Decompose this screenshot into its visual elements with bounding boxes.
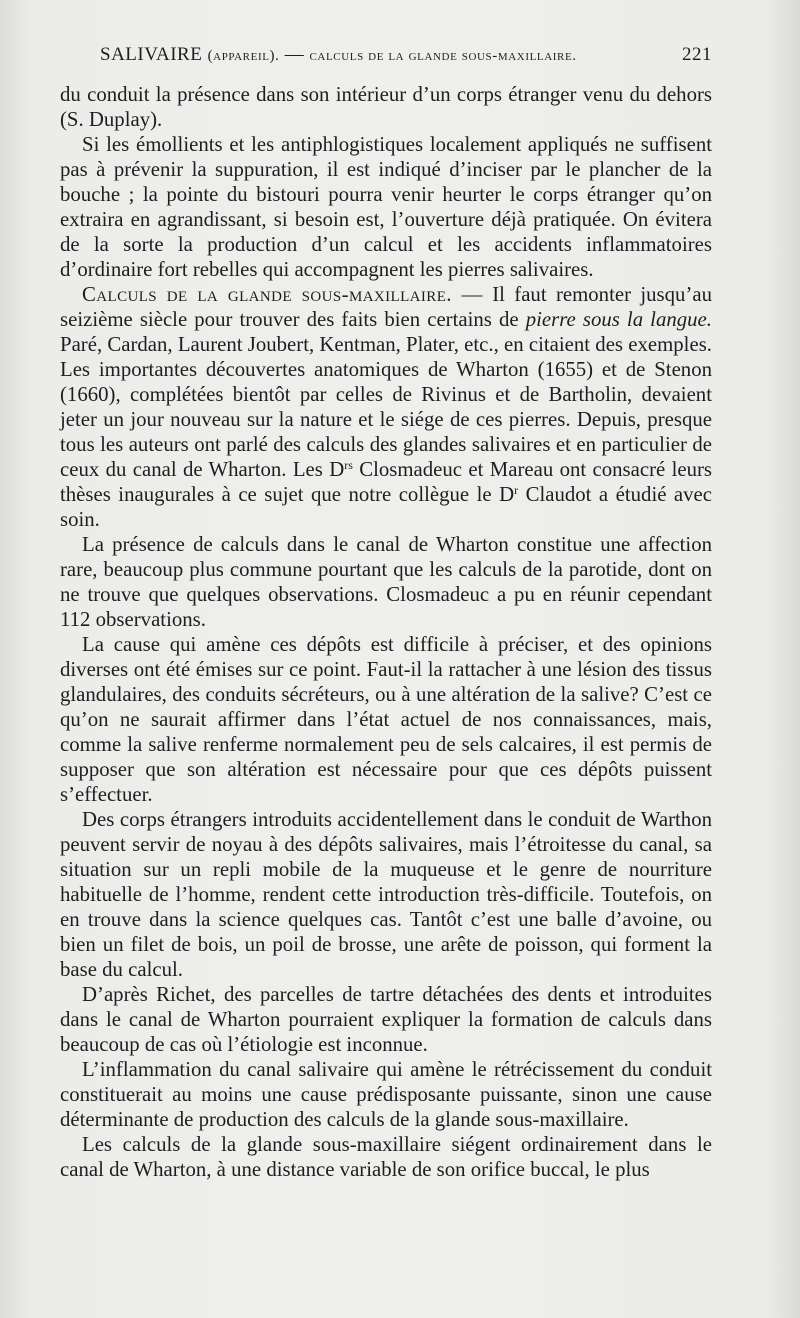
paragraph-3-part-b: Paré, Cardan, Laurent Joubert, Kentman, Plater, etc., en citaient des exemples. Les importantes découvertes anatomiques de Wharton (1655) et de Stenon (1660), complétées bientôt par celles de Rivinus et de Bartholin, devaient jeter un jour nouveau sur la nature et le siége de ces pierres. Depuis, presque tous les auteurs ont parlé des calculs des glandes salivaires et en particulier de ceux du canal de Wharton. Les D bbox=[60, 333, 712, 481]
paragraph-6: Des corps étrangers introduits accidentellement dans le conduit de Warthon peuvent servir de noyau à des dépôts salivaires, mais l’étroitesse du canal, sa situation sur un repli mobile de la muqueuse et le genre de nourriture habituelle de l’homme, rendent cette introduction très-difficile. Toutefois, on en trouve dans la science quelques cas. Tantôt c’est une balle d’avoine, ou bien un filet de bois, un poil de brosse, une arête de poisson, qui forment la base du calcul. bbox=[60, 808, 712, 981]
header-left-title: SALIVAIRE bbox=[100, 44, 203, 65]
paragraph-8: L’inflammation du canal salivaire qui amène le rétrécissement du conduit constituerait au moins une cause prédisposante puissante, sinon une cause déterminante de production des calculs de la glande sous-maxillaire. bbox=[60, 1058, 712, 1131]
header-left-paren: (appareil). bbox=[207, 48, 280, 64]
paragraph-3-part-d: Claudot a étudié avec soin. bbox=[60, 483, 713, 531]
paragraph-1: du conduit la présence dans son intérieur d’un corps étranger venu du dehors (S. Duplay). bbox=[60, 83, 712, 131]
paragraph-4: La présence de calculs dans le canal de Wharton constitue une affection rare, beaucoup plus commune pourtant que les calculs de la parotide, dont on ne trouve que quelques observations. Closmadeuc a pu en réunir cependant 112 observations. bbox=[60, 533, 712, 631]
page-number: 221 bbox=[682, 44, 712, 65]
paragraph-3-part-a: Il faut remonter jusqu’au seizième siècle pour trouver des faits bien certains de bbox=[60, 283, 712, 331]
header-dash: — bbox=[284, 44, 305, 65]
paragraph-3-part-c: Closmadeuc et Mareau ont consacré leurs thèses inaugurales à ce sujet que notre collègue le D bbox=[60, 458, 712, 506]
running-header bbox=[100, 44, 712, 66]
paragraph-5: La cause qui amène ces dépôts est difficile à préciser, et des opinions diverses ont été émises sur ce point. Faut-il la rattacher à une lésion des tissus glandulaires, des conduits sécréteurs, ou à une altération de la salive? C’est ce qu’on ne saurait affirmer dans l’état actuel de nos connaissances, mais, comme la salive renferme normalement peu de sels calcaires, il est permis de supposer que son altération est nécessaire pour que ces dépôts puissent s’effectuer. bbox=[60, 633, 712, 806]
body-text bbox=[60, 82, 712, 1182]
paragraph-3 bbox=[60, 282, 712, 532]
superscript-drs: rs bbox=[344, 458, 353, 472]
header-section: calculs de la glande sous-maxillaire. bbox=[309, 48, 577, 64]
header-title bbox=[100, 44, 577, 66]
paragraph-2: Si les émollients et les antiphlogistiques localement appliqués ne suffisent pas à prévenir la suppuration, il est indiqué d’inciser par le plancher de la bouche ; la pointe du bistouri pourra venir heurter le corps étranger qu’on extraira en agrandissant, si besoin est, l’ouverture déjà pratiquée. On évitera de la sorte la production d’un calcul et les accidents inflammatoires d’ordinaire fort rebelles qui accompagnent les pierres salivaires. bbox=[60, 133, 712, 281]
paragraph-9: Les calculs de la glande sous-maxillaire siégent ordinairement dans le canal de Wharton, à une distance variable de son orifice buccal, le plus bbox=[60, 1133, 712, 1181]
superscript-dr: r bbox=[514, 483, 519, 497]
italic-phrase: pierre sous la langue. bbox=[525, 308, 712, 331]
paragraph-7: D’après Richet, des parcelles de tartre détachées des dents et introduites dans le canal de Wharton pourraient expliquer la formation de calculs dans beaucoup de cas où l’étiologie est inconnue. bbox=[60, 983, 712, 1056]
section-heading: Calculs de la glande sous-maxillaire. — bbox=[82, 283, 483, 306]
